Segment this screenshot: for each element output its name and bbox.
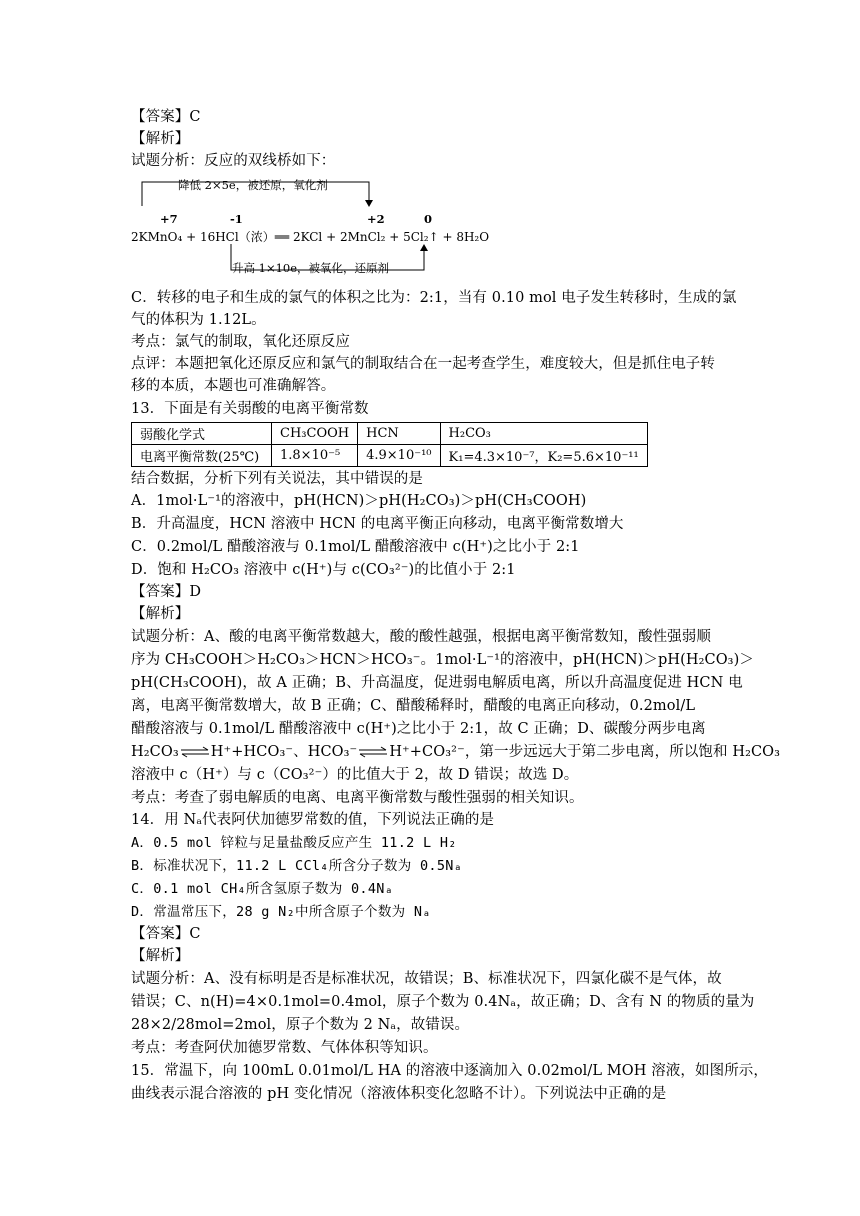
table-cell: H₂CO₃: [440, 423, 647, 445]
q13-analysis-label: 【解析】: [131, 606, 190, 622]
q13-option-c: C．0.2mol/L 醋酸溶液与 0.1mol/L 醋酸溶液中 c(H⁺)之比小于 2:1: [131, 539, 580, 555]
bridge-bottom-label: 升高 1×10e，被氧化，还原剂: [232, 261, 390, 275]
table-cell: K₁=4.3×10⁻⁷，K₂=5.6×10⁻¹¹: [440, 445, 647, 467]
table-cell: HCN: [358, 423, 440, 445]
equilibrium-arrow-icon: [358, 746, 388, 758]
equilibrium-arrow-icon: [180, 746, 210, 758]
table-cell: 弱酸化学式: [132, 423, 272, 445]
q14-analysis-2: 错误；C、n(H)=4×0.1mol=0.4mol，原子个数为 0.4Nₐ，故正确；D、含有 N 的物质的量为: [131, 994, 755, 1010]
q14-kaodian: 考点：考查阿伏加德罗常数、气体体积等知识。: [131, 1040, 438, 1056]
table-cell: CH₃COOH: [272, 423, 358, 445]
q13-analysis-5: 醋酸溶液与 0.1mol/L 醋酸溶液中 c(H⁺)之比小于 2:1，故 C 正确；D、碳酸分两步电离: [131, 721, 706, 737]
q13-option-a: A．1mol·L⁻¹的溶液中，pH(HCN)＞pH(H₂CO₃)＞pH(CH₃COOH): [131, 493, 587, 509]
q13-analysis-3: pH(CH₃COOH)，故 A 正确；B、升高温度，促进弱电解质电离，所以升高温度促进 HCN 电: [131, 675, 743, 691]
ox-state-mn-right: +2: [367, 212, 385, 226]
q12-analysis-label: 【解析】: [131, 131, 190, 147]
q15-line-2: 曲线表示混合溶液的 pH 变化情况（溶液体积变化忽略不计）。下列说法中正确的是: [131, 1086, 667, 1102]
q12-dianping-1: 点评：本题把氧化还原反应和氯气的制取结合在一起考查学生，难度较大，但是抓住电子转: [131, 356, 715, 372]
q13-answer: 【答案】D: [131, 584, 202, 600]
q12-dianping-2: 移的本质，本题也可准确解答。: [131, 378, 336, 394]
q12-analysis-intro: 试题分析：反应的双线桥如下：: [131, 153, 336, 169]
q14-stem: 14．用 Nₐ代表阿伏加德罗常数的值，下列说法正确的是: [131, 812, 495, 828]
table-cell: 4.9×10⁻¹⁰: [358, 445, 440, 467]
table-row: [132, 445, 648, 467]
ox-state-cl-left: -1: [230, 212, 243, 226]
q14-option-c: C．0.1 mol CH₄所含氢原子数为 0.4Nₐ: [131, 881, 394, 897]
q13-analysis-2: 序为 CH₃COOH＞H₂CO₃＞HCN＞HCO₃⁻。1mol·L⁻¹的溶液中，pH(HCN)＞pH(H₂CO₃)＞: [131, 652, 754, 668]
q12-kaodian: 考点：氯气的制取，氧化还原反应: [131, 334, 350, 350]
q14-option-b: B．标准状况下，11.2 L CCl₄所含分子数为 0.5Nₐ: [131, 858, 463, 874]
equation-part: H₂CO₃: [131, 744, 179, 760]
q14-analysis-1: 试题分析：A、没有标明是否是标准状况，故错误；B、标准状况下，四氯化碳不是气体，故: [131, 971, 722, 987]
redox-double-bridge-diagram: [131, 176, 531, 282]
q12-answer: 【答案】C: [131, 109, 201, 125]
q13-prompt: 结合数据，分析下列有关说法，其中错误的是: [131, 471, 423, 487]
q12-line-c2: 气的体积为 1.12L。: [131, 312, 266, 328]
q15-line-1: 15．常温下，向 100mL 0.01mol/L HA 的溶液中逐滴加入 0.02mol/L MOH 溶液，如图所示，: [131, 1063, 768, 1079]
q13-analysis-7: 溶液中 c（H⁺）与 c（CO₃²⁻）的比值大于 2，故 D 错误；故选 D。: [131, 767, 579, 783]
table-cell: 1.8×10⁻⁵: [272, 445, 358, 467]
q14-option-d: D．常温常压下，28 g N₂中所含原子个数为 Nₐ: [131, 904, 431, 920]
equation-part: H⁺+HCO₃⁻、HCO₃⁻: [210, 744, 358, 760]
q13-option-b: B．升高温度，HCN 溶液中 HCN 的电离平衡正向移动，电离平衡常数增大: [131, 516, 624, 532]
table-cell: 电离平衡常数(25℃): [132, 445, 272, 467]
table-row: [132, 423, 648, 445]
equation-part: H⁺+CO₃²⁻，第一步远远大于第二步电离，所以饱和 H₂CO₃: [389, 744, 781, 760]
ionization-constant-table: [131, 422, 648, 467]
q13-analysis-6: [131, 742, 780, 762]
q13-stem: 13．下面是有关弱酸的电离平衡常数: [131, 401, 369, 417]
q13-option-d: D．饱和 H₂CO₃ 溶液中 c(H⁺)与 c(CO₃²⁻)的比值小于 2:1: [131, 562, 516, 578]
q14-analysis-label: 【解析】: [131, 948, 190, 964]
q13-analysis-4: 离，电离平衡常数增大，故 B 正确；C、醋酸稀释时，醋酸的电离正向移动，0.2mol/L: [131, 698, 696, 714]
bridge-top-label: 降低 2×5e，被还原，氧化剂: [178, 178, 328, 192]
ox-state-mn-left: +7: [160, 212, 178, 226]
q14-analysis-3: 28×2/28mol=2mol，原子个数为 2 Nₐ，故错误。: [131, 1017, 470, 1033]
q14-answer: 【答案】C: [131, 926, 201, 942]
reaction-equation: 2KMnO₄ + 16HCl（浓）══ 2KCl + 2MnCl₂ + 5Cl₂↑ + 8H₂O: [131, 230, 490, 244]
ox-state-cl-right: 0: [424, 212, 433, 226]
q12-line-c1: C．转移的电子和生成的氯气的体积之比为：2:1，当有 0.10 mol 电子发生转移时，生成的氯: [131, 290, 737, 306]
q14-option-a: A．0.5 mol 锌粒与足量盐酸反应产生 11.2 L H₂: [131, 835, 457, 851]
q13-analysis-1: 试题分析：A、酸的电离平衡常数越大，酸的酸性越强，根据电离平衡常数知，酸性强弱顺: [131, 629, 711, 645]
q13-kaodian: 考点：考查了弱电解质的电离、电离平衡常数与酸性强弱的相关知识。: [131, 790, 584, 806]
